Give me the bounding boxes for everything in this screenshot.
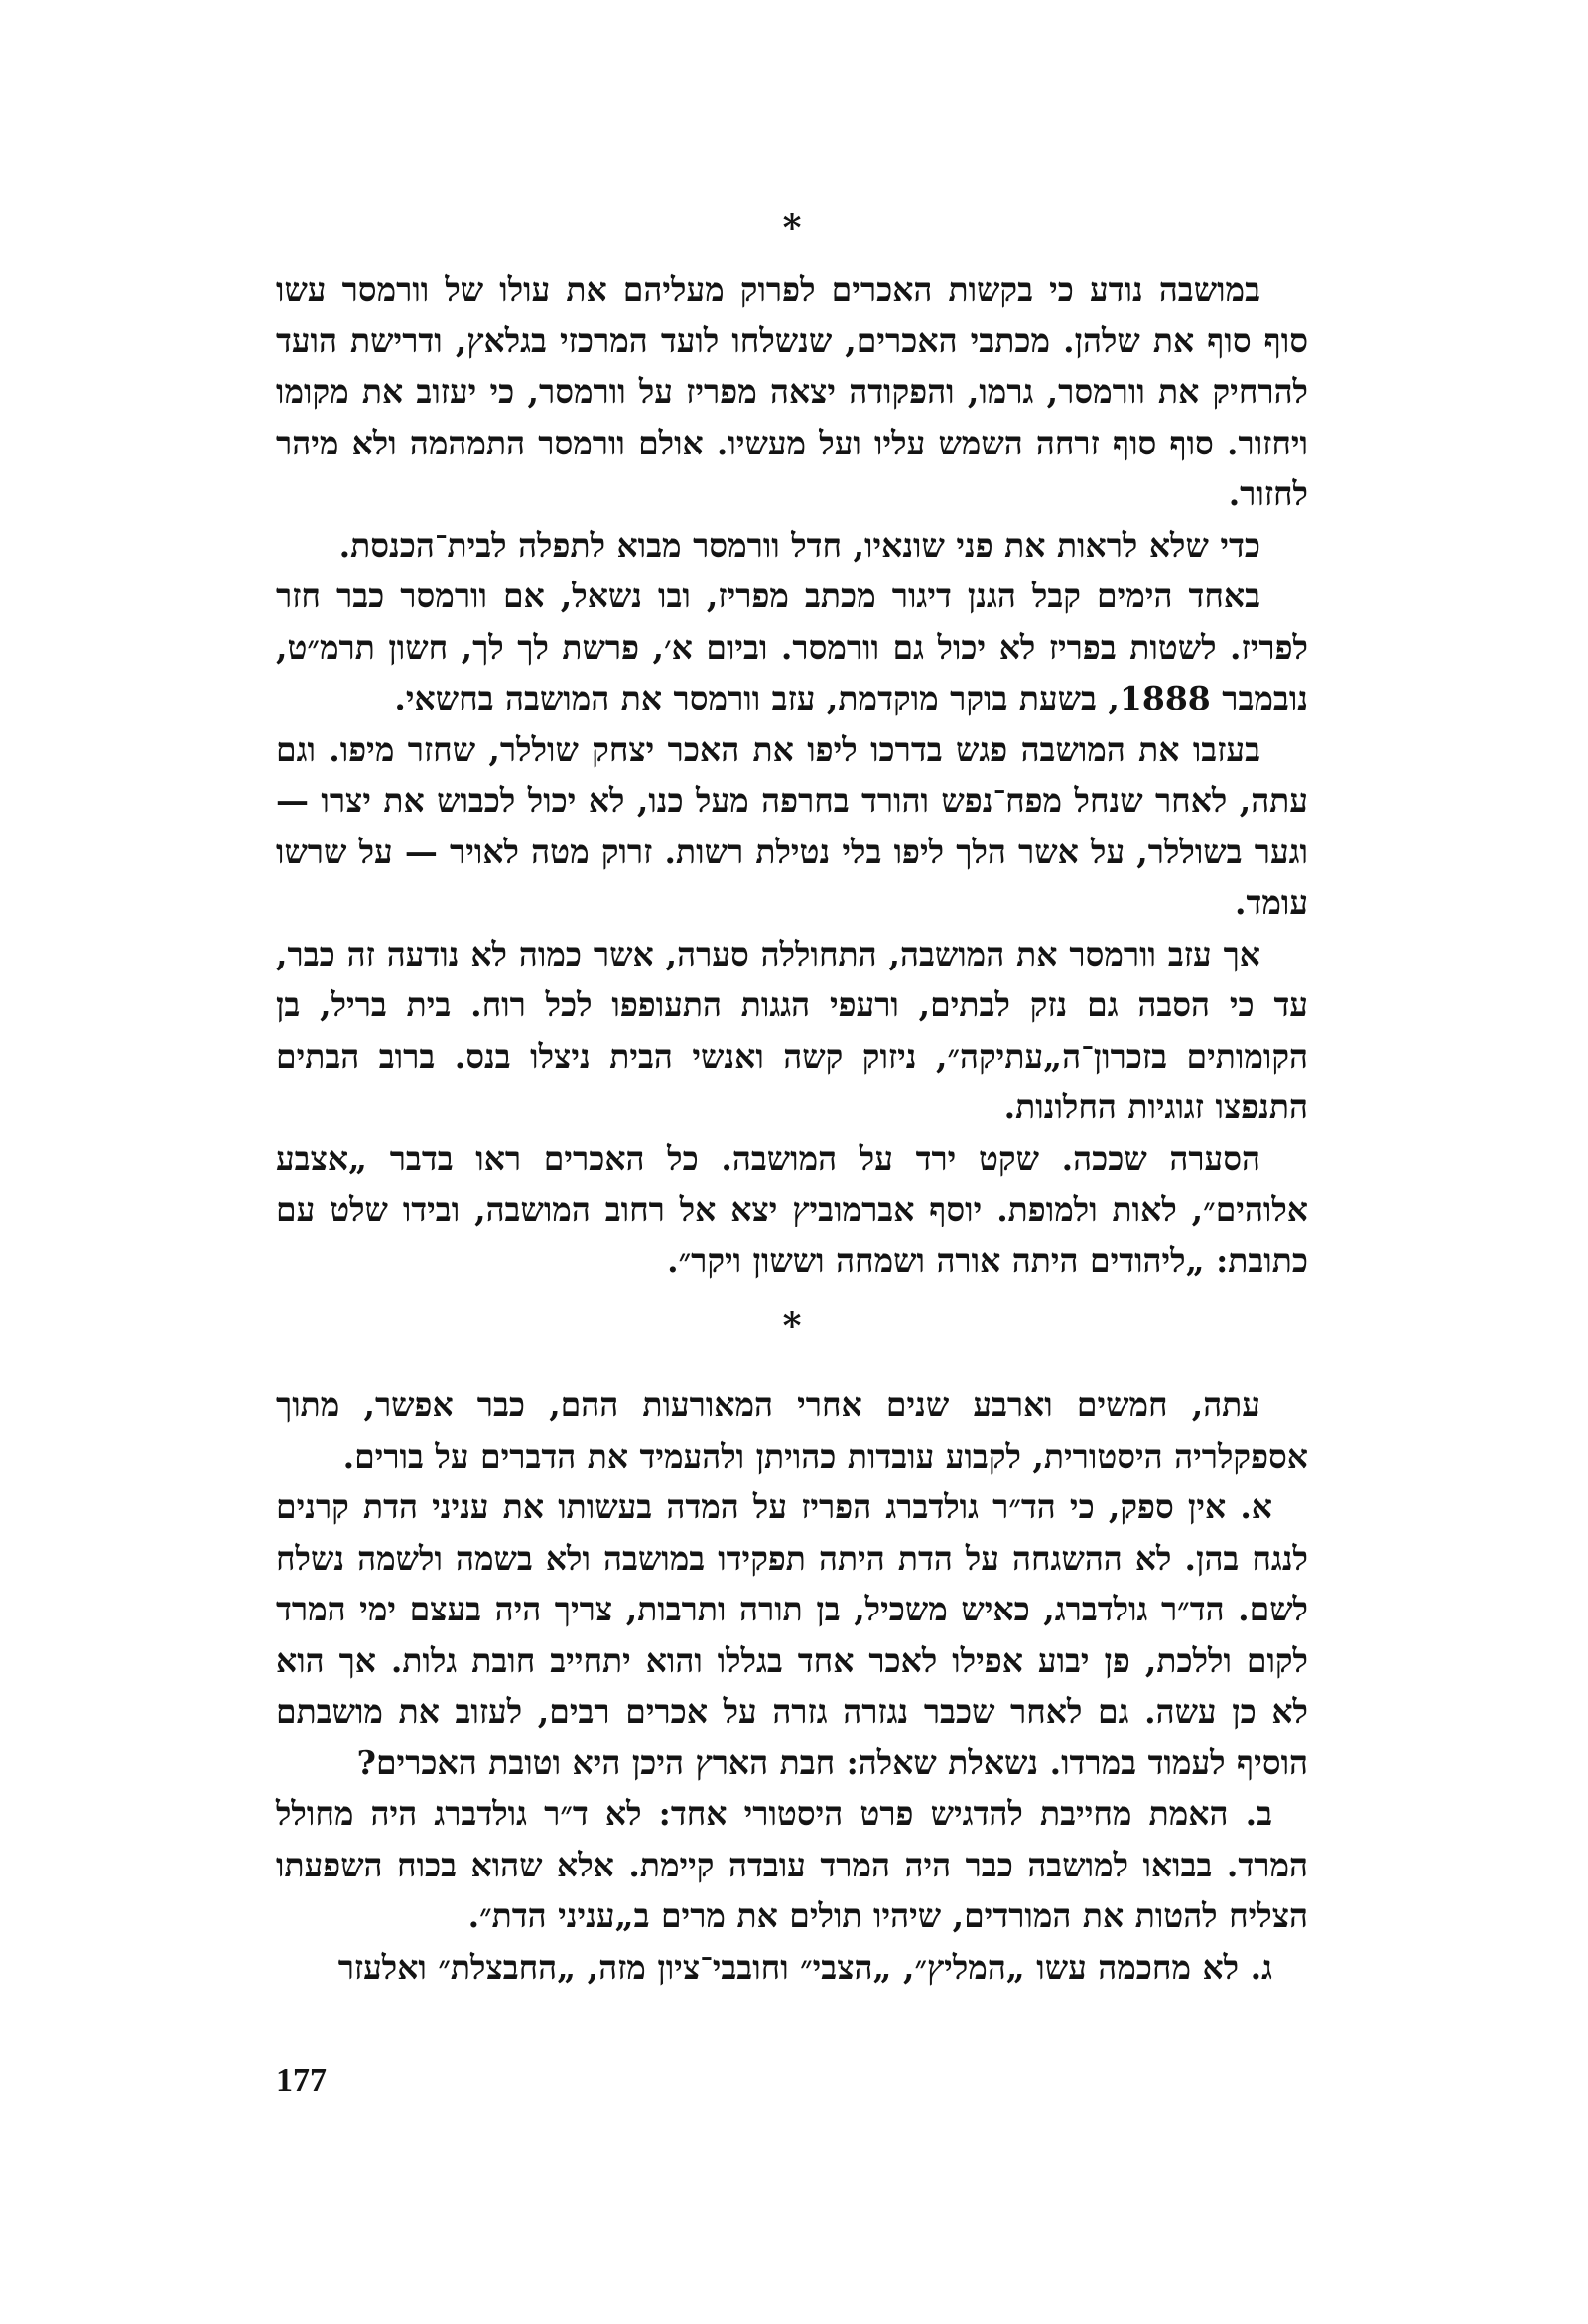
list-item: א. אין ספק, כי הד״ר גולדברג הפריז על המדה בעשותו את עניני הדת קרנים לנגח בהן. לא ההשגחה על הדת היתה תפקידו במושבה ולא בשמה ולשמה נשלח לשם. הד״ר גולדברג, כאיש משכיל, בן תורה ותרבות, צריך היה בעצם ימי המרד לקום וללכת, פן יבוע אפילו לאכר אחד בגללו והוא יתחייב חובת גלות. אך הוא לא כן עשה. גם לאחר שכבר נגזרה גזרה על אכרים רבים, לעזוב את מושבתם הוסיף לעמוד במרדו. נשאלת שאלה: חבת הארץ היכן היא וטובת האכרים? — [276, 1487, 1308, 1782]
list-item: ג. לא מחכמה עשו „המליץ״, „הצבי״ וחובבי־ציון מזה, „החבצלת״ ואלעזר — [337, 1947, 1272, 1987]
paragraph: הסערה שככה. שקט ירד על המושבה. כל האכרים ראו בדבר „אצבע אלוהים״, לאות ולמופת. יוסף אברמוביץ יצא אל רחוב המושבה, ובידו שלט עם כתובת: „ליהודים היתה אורה ושמחה וששון ויקר״. — [276, 1138, 1308, 1280]
page-number: 177 — [276, 2062, 327, 2099]
paragraph: באחד הימים קבל הגנן דיגור מכתב מפריז, ובו נשאל, אם וורמסר כבר חזר לפריז. לשטות בפריז לא יכול גם וורמסר. וביום א׳, פרשת לך לך, חשון תרמ״ט, נובמבר 1888, בשעת בוקר מוקדמת, עזב וורמסר את המושבה בחשאי. — [276, 577, 1308, 717]
paragraph: עתה, חמשים וארבע שנים אחרי המאורעות ההם, כבר אפשר, מתוך אספקלריה היסטורית, לקבוע עובדות כהויתן ולהעמיד את הדברים על בורים. — [276, 1385, 1308, 1476]
page-body — [276, 208, 1308, 1993]
list-item: ב. האמת מחייבת להדגיש פרט היסטורי אחד: לא ד״ר גולדברג היה מחולל המרד. בבואו למושבה כבר היה המרד עובדה קיימת. אלא שהוא בכוח השפעתו הצליח להטות את המורדים, שיהיו תולים את מרים ב„עניני הדת״. — [276, 1794, 1308, 1935]
paragraph: בעזבו את המושבה פגש בדרכו ליפו את האכר יצחק שוללר, שחזר מיפו. וגם עתה, לאחר שנחל מפח־נפש והורד בחרפה מעל כנו, לא יכול לכבוש את יצרו — וגער בשוללר, על אשר הלך ליפו בלי נטילת רשות. זרוק מטה לאויר — על שרשו עומד. — [276, 729, 1308, 922]
paragraph: כדי שלא לראות את פני שונאיו, חדל וורמסר מבוא לתפלה לבית־הכנסת. — [338, 525, 1260, 565]
section-separator: * — [782, 207, 802, 249]
paragraph: אך עזב וורמסר את המושבה, התחוללה סערה, אשר כמוה לא נודעה זה כבר, עד כי הסבה גם נזק לבתים, ורעפי הגגות התעופפו לכל רוח. בית בריל, בן הקומותים בזכרון־ה„עתיקה״, ניזוק קשה ואנשי הבית ניצלו בנס. ברוב הבתים התנפצו זגוגיות החלונות. — [276, 934, 1308, 1126]
paragraph: במושבה נודע כי בקשות האכרים לפרוק מעליהם את עולו של וורמסר עשו סוף סוף את שלהן. מכתבי האכרים, שנשלחו לועד המרכזי בגלאץ, ודרישת הועד להרחיק את וורמסר, גרמו, והפקודה יצאה מפריז על וורמסר, כי יעזוב את מקומו ויחזור. סוף סוף זרחה השמש עליו ועל מעשיו. אולם וורמסר התמהמה ולא מיהר לחזור. — [276, 270, 1308, 513]
section-separator: * — [782, 1305, 802, 1347]
